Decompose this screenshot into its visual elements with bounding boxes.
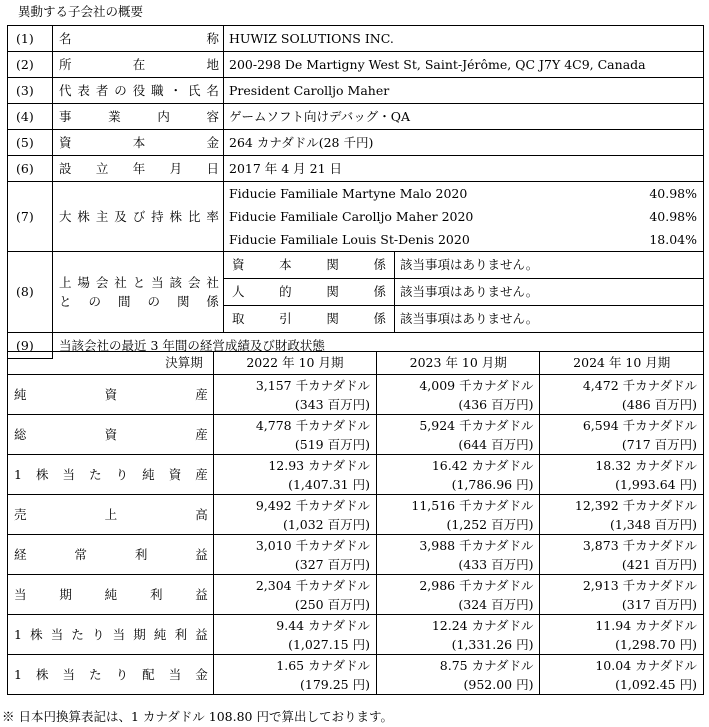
financial-cell bbox=[213, 375, 376, 415]
label-text: 名 称 bbox=[59, 30, 219, 46]
period-label: 決算期 bbox=[8, 352, 214, 375]
value-cad: 4,009 千カナダドル bbox=[419, 377, 534, 393]
financial-row-label bbox=[8, 375, 214, 415]
financial-cell bbox=[213, 415, 376, 455]
row-label bbox=[53, 156, 224, 182]
info-row bbox=[8, 104, 704, 130]
value-jpy: (1,027.15 円) bbox=[288, 636, 370, 652]
row-label bbox=[53, 26, 224, 52]
info-row bbox=[8, 78, 704, 104]
financial-row-label bbox=[8, 495, 214, 535]
value-jpy: (433 百万円) bbox=[458, 556, 534, 572]
label-text: 資 本 金 bbox=[59, 134, 219, 150]
value-cad: 2,986 千カナダドル bbox=[419, 577, 534, 593]
value-jpy: (717 百万円) bbox=[621, 436, 697, 452]
shareholder-name: Fiducie Familiale Martyne Malo 2020 bbox=[229, 185, 468, 201]
value-jpy: (1,331.26 円) bbox=[451, 636, 534, 652]
financial-row bbox=[8, 375, 704, 415]
info-row bbox=[8, 156, 704, 182]
shareholders-row bbox=[8, 182, 704, 252]
shareholder-pct: 40.98% bbox=[649, 185, 697, 201]
label-text: 経 常 利 益 bbox=[14, 546, 208, 562]
value-cad: 16.42 カナダドル bbox=[431, 457, 534, 473]
info-row bbox=[8, 52, 704, 78]
row-label bbox=[53, 78, 224, 104]
value-cad: 3,157 千カナダドル bbox=[255, 377, 370, 393]
financial-cell bbox=[540, 375, 704, 415]
value-cad: 11.94 カナダドル bbox=[595, 617, 697, 633]
shareholder-item bbox=[229, 182, 697, 205]
label-text: 総 資 産 bbox=[14, 426, 208, 442]
financial-cell bbox=[540, 615, 704, 655]
value-jpy: (486 百万円) bbox=[621, 396, 697, 412]
row-number: (8) bbox=[8, 252, 53, 333]
financial-row bbox=[8, 495, 704, 535]
financial-cell bbox=[213, 575, 376, 615]
value-jpy: (1,786.96 円) bbox=[451, 476, 534, 492]
shareholder-name: Fiducie Familiale Carolljo Maher 2020 bbox=[229, 208, 474, 224]
relation-item bbox=[224, 252, 703, 279]
label-text: 1 株 当 た り 当 期 純 利 益 bbox=[14, 626, 208, 642]
row-label bbox=[53, 52, 224, 78]
value-jpy: (1,298.70 円) bbox=[615, 636, 697, 652]
financial-cell bbox=[213, 455, 376, 495]
financial-row-label bbox=[8, 575, 214, 615]
financial-row bbox=[8, 655, 704, 695]
financial-cell bbox=[213, 535, 376, 575]
value-jpy: (250 百万円) bbox=[294, 596, 370, 612]
financial-cell bbox=[540, 455, 704, 495]
company-info-table bbox=[7, 25, 704, 359]
financial-row bbox=[8, 455, 704, 495]
financial-table bbox=[7, 351, 704, 695]
value-cad: 6,594 千カナダドル bbox=[582, 417, 697, 433]
shareholder-pct: 40.98% bbox=[649, 208, 697, 224]
value-cad: 12.93 カナダドル bbox=[268, 457, 370, 473]
relation-item bbox=[224, 279, 703, 306]
financial-cell bbox=[540, 535, 704, 575]
financial-cell bbox=[376, 655, 540, 695]
financial-cell bbox=[540, 415, 704, 455]
row-number: (4) bbox=[8, 104, 53, 130]
value-jpy: (1,032 百万円) bbox=[282, 516, 370, 532]
row-value: 200-298 De Martigny West St, Saint-Jérôme, QC J7Y 4C9, Canada bbox=[224, 52, 704, 78]
financial-cell bbox=[213, 495, 376, 535]
relation-label bbox=[224, 252, 395, 279]
value-cad: 1.65 カナダドル bbox=[276, 657, 370, 673]
financial-row-label bbox=[8, 455, 214, 495]
financial-cell bbox=[540, 655, 704, 695]
value-cad: 2,304 千カナダドル bbox=[255, 577, 370, 593]
value-cad: 3,873 千カナダドル bbox=[582, 537, 697, 553]
row-number: (1) bbox=[8, 26, 53, 52]
value-cad: 9.44 カナダドル bbox=[276, 617, 370, 633]
label-text: 純 資 産 bbox=[14, 386, 208, 402]
footnote: ※ 日本円換算表記は、1 カナダドル 108.80 円で算出しております。 bbox=[2, 709, 393, 724]
financial-row-label bbox=[8, 655, 214, 695]
value-cad: 2,913 千カナダドル bbox=[582, 577, 697, 593]
value-cad: 11,516 千カナダドル bbox=[411, 497, 534, 513]
row-value: HUWIZ SOLUTIONS INC. bbox=[224, 26, 704, 52]
financial-row-label bbox=[8, 615, 214, 655]
value-jpy: (1,993.64 円) bbox=[615, 476, 697, 492]
value-jpy: (519 百万円) bbox=[294, 436, 370, 452]
label-text: 大 株 主 及 び 持 株 比 率 bbox=[59, 208, 219, 224]
info-row bbox=[8, 130, 704, 156]
financial-cell bbox=[540, 575, 704, 615]
label-text: と の 間 の 関 係 bbox=[59, 294, 219, 309]
financial-cell bbox=[376, 575, 540, 615]
label-text: 取 引 関 係 bbox=[232, 311, 386, 326]
value-cad: 18.32 カナダドル bbox=[595, 457, 697, 473]
value-cad: 12.24 カナダドル bbox=[431, 617, 534, 633]
section-title: 異動する子会社の概要 bbox=[18, 4, 144, 19]
shareholder-name: Fiducie Familiale Louis St-Denis 2020 bbox=[229, 231, 470, 247]
label-text: 事 業 内 容 bbox=[59, 108, 219, 124]
value-jpy: (436 百万円) bbox=[458, 396, 534, 412]
financial-heading: 当該会社の最近 3 年間の経営成績及び財政状態 bbox=[53, 333, 704, 359]
value-jpy: (952.00 円) bbox=[463, 676, 534, 692]
value-jpy: (324 百万円) bbox=[458, 596, 534, 612]
relation-item bbox=[224, 306, 703, 333]
value-cad: 12,392 千カナダドル bbox=[574, 497, 697, 513]
label-text: 人 的 関 係 bbox=[232, 284, 386, 299]
value-jpy: (1,252 百万円) bbox=[446, 516, 534, 532]
info-row bbox=[8, 26, 704, 52]
financial-row bbox=[8, 615, 704, 655]
financial-cell bbox=[540, 495, 704, 535]
value-cad: 8.75 カナダドル bbox=[439, 657, 534, 673]
relation-value: 該当事項はありません。 bbox=[395, 279, 704, 306]
label-text: 上 場 会 社 と 当 該 会 社 bbox=[59, 275, 219, 290]
row-value: 2017 年 4 月 21 日 bbox=[224, 156, 704, 182]
financial-row bbox=[8, 415, 704, 455]
value-cad: 3,010 千カナダドル bbox=[255, 537, 370, 553]
label-text: 資 本 関 係 bbox=[232, 257, 386, 272]
financial-cell bbox=[376, 615, 540, 655]
label-text: 設 立 年 月 日 bbox=[59, 160, 219, 176]
relation-value: 該当事項はありません。 bbox=[400, 311, 539, 326]
value-cad: 3,988 千カナダドル bbox=[419, 537, 534, 553]
period-header: 2024 年 10 月期 bbox=[540, 352, 704, 375]
value-jpy: (1,092.45 円) bbox=[615, 676, 697, 692]
financial-cell bbox=[213, 655, 376, 695]
shareholder-pct: 18.04% bbox=[649, 231, 697, 247]
value-jpy: (421 百万円) bbox=[621, 556, 697, 572]
row-value: President Carolljo Maher bbox=[224, 78, 704, 104]
financial-cell bbox=[376, 375, 540, 415]
value-jpy: (317 百万円) bbox=[621, 596, 697, 612]
row-number: (7) bbox=[8, 182, 53, 252]
row-number: (9) bbox=[8, 333, 53, 359]
value-cad: 4,778 千カナダドル bbox=[255, 417, 370, 433]
row-label bbox=[53, 130, 224, 156]
relations-table bbox=[224, 252, 704, 333]
row-number: (2) bbox=[8, 52, 53, 78]
value-jpy: (644 百万円) bbox=[458, 436, 534, 452]
label-text: 売 上 高 bbox=[14, 506, 208, 522]
row-value: ゲームソフト向けデバッグ・QA bbox=[224, 104, 704, 130]
row-label bbox=[53, 182, 224, 252]
financial-cell bbox=[376, 535, 540, 575]
value-jpy: (343 百万円) bbox=[294, 396, 370, 412]
label-text: 当 期 純 利 益 bbox=[14, 586, 208, 602]
value-cad: 5,924 千カナダドル bbox=[419, 417, 534, 433]
relations-row bbox=[8, 252, 704, 333]
row-label bbox=[53, 252, 224, 333]
relation-label bbox=[224, 306, 395, 333]
label-text: 1 株 当 た り 純 資 産 bbox=[14, 466, 208, 482]
value-cad: 9,492 千カナダドル bbox=[255, 497, 370, 513]
shareholder-item bbox=[229, 205, 697, 228]
relation-value: 該当事項はありません。 bbox=[395, 252, 704, 279]
relation-label bbox=[224, 279, 395, 306]
value-jpy: (179.25 円) bbox=[300, 676, 370, 692]
financial-row bbox=[8, 575, 704, 615]
financial-cell bbox=[213, 615, 376, 655]
shareholder-item bbox=[229, 228, 697, 251]
period-header: 2023 年 10 月期 bbox=[376, 352, 540, 375]
row-number: (3) bbox=[8, 78, 53, 104]
label-text: 代 表 者 の 役 職 ・ 氏 名 bbox=[59, 82, 219, 98]
value-cad: 4,472 千カナダドル bbox=[582, 377, 697, 393]
financial-cell bbox=[376, 455, 540, 495]
period-header: 2022 年 10 月期 bbox=[213, 352, 376, 375]
value-jpy: (327 百万円) bbox=[294, 556, 370, 572]
value-jpy: (1,407.31 円) bbox=[288, 476, 370, 492]
financial-row-label bbox=[8, 415, 214, 455]
financial-row-label bbox=[8, 535, 214, 575]
financial-row bbox=[8, 535, 704, 575]
row-number: (5) bbox=[8, 130, 53, 156]
shareholder-list bbox=[224, 182, 704, 252]
value-cad: 10.04 カナダドル bbox=[595, 657, 697, 673]
value-jpy: (1,348 百万円) bbox=[609, 516, 697, 532]
financial-cell bbox=[376, 495, 540, 535]
row-number: (6) bbox=[8, 156, 53, 182]
label-text: 1 株 当 た り 配 当 金 bbox=[14, 666, 208, 682]
row-label bbox=[53, 104, 224, 130]
period-header-row bbox=[8, 352, 704, 375]
label-text: 所 在 地 bbox=[59, 56, 219, 72]
financial-cell bbox=[376, 415, 540, 455]
row-value: 264 カナダドル(28 千円) bbox=[224, 130, 704, 156]
